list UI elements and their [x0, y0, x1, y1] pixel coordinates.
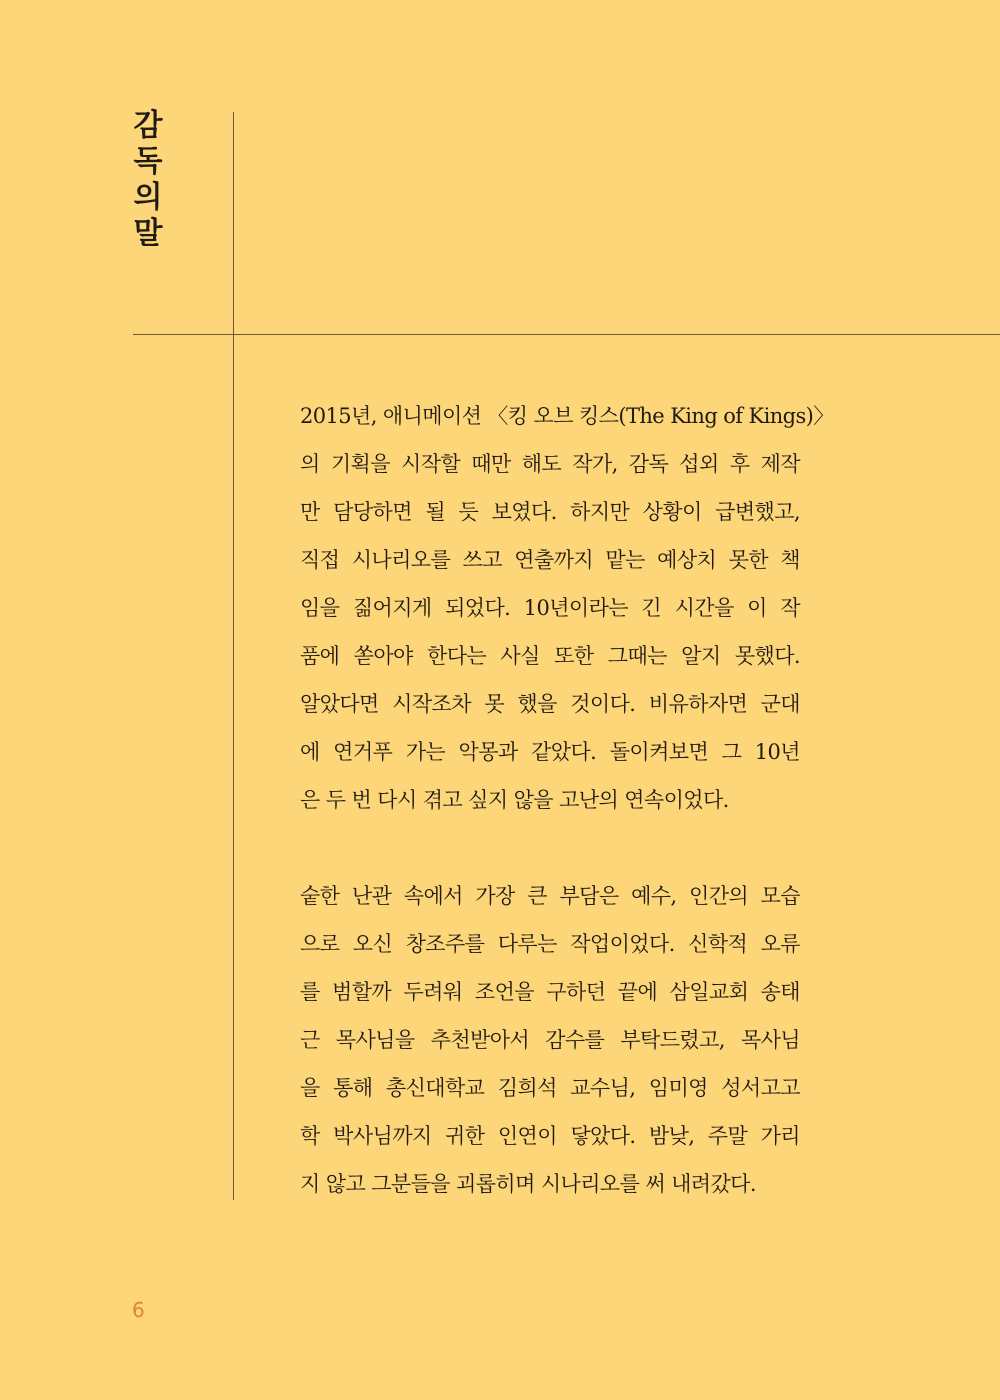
paragraph-1: [300, 392, 834, 824]
vertical-divider: [233, 112, 234, 1200]
text-line: 에 연거푸 가는 악몽과 같았다. 돌이켜보면 그 10년: [300, 740, 800, 764]
text-line: 은 두 번 다시 겪고 싶지 않을 고난의 연속이었다.: [300, 788, 729, 812]
text-line: 학 박사님까지 귀한 인연이 닿았다. 밤낮, 주말 가리: [300, 1124, 800, 1148]
section-title-char: 감: [133, 108, 163, 143]
section-title-char: 독: [133, 144, 163, 179]
text-line: 품에 쏟아야 한다는 사실 또한 그때는 알지 못했다.: [300, 644, 800, 668]
text-line: 지 않고 그분들을 괴롭히며 시나리오를 써 내려갔다.: [300, 1172, 756, 1196]
horizontal-divider: [133, 334, 1000, 335]
page-number: 6: [132, 1298, 145, 1322]
text-line: 근 목사님을 추천받아서 감수를 부탁드렸고, 목사님: [300, 1028, 800, 1052]
section-title: [126, 108, 170, 252]
text-line: 의 기획을 시작할 때만 해도 작가, 감독 섭외 후 제작: [300, 452, 800, 476]
text-line: 만 담당하면 될 듯 보였다. 하지만 상황이 급변했고,: [300, 500, 800, 524]
section-title-char: 의: [133, 180, 163, 215]
body-text: [300, 392, 834, 1208]
text-line: 을 통해 총신대학교 김희석 교수님, 임미영 성서고고: [300, 1076, 800, 1100]
text-line: 직접 시나리오를 쓰고 연출까지 맡는 예상치 못한 책: [300, 548, 800, 572]
text-line: 임을 짊어지게 되었다. 10년이라는 긴 시간을 이 작: [300, 596, 800, 620]
text-line: 를 범할까 두려워 조언을 구하던 끝에 삼일교회 송태: [300, 980, 800, 1004]
text-line: 2015년, 애니메이션 〈킹 오브 킹스(The King of Kings)〉: [300, 404, 834, 428]
text-line: 으로 오신 창조주를 다루는 작업이었다. 신학적 오류: [300, 932, 800, 956]
text-line: 숱한 난관 속에서 가장 큰 부담은 예수, 인간의 모습: [300, 884, 800, 908]
paragraph-2: [300, 872, 800, 1208]
section-title-char: 말: [133, 216, 163, 251]
text-line: 알았다면 시작조차 못 했을 것이다. 비유하자면 군대: [300, 692, 800, 716]
